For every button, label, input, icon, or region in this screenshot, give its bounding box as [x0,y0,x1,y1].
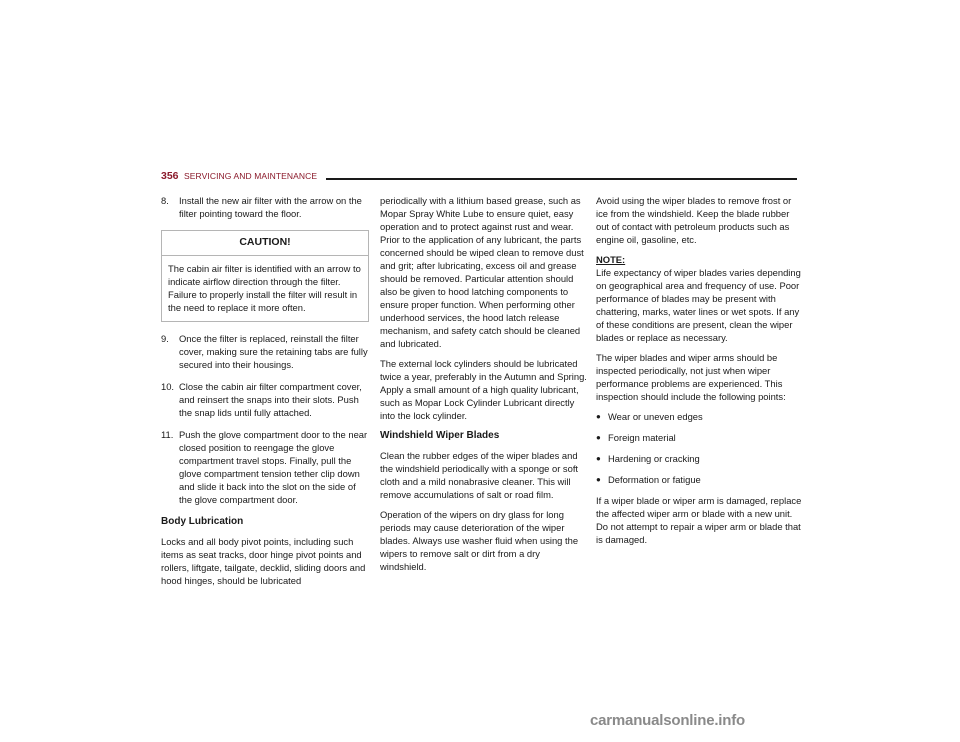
page-header [161,170,797,186]
step-11 [161,428,369,506]
bullet-icon: ● [596,412,601,421]
caution-title: CAUTION! [162,231,368,256]
header-divider [326,178,797,180]
step-text: Push the glove compartment door to the near closed position to reengage the glove compartment travel stops. Finally, pull the glove compartment tension tether clip down and slide it back into the slot on the side of the glove compartment door. [179,429,368,505]
step-8 [161,194,369,220]
damage-paragraph: If a wiper blade or wiper arm is damaged, replace the affected wiper arm or blade with a new unit. Do not attempt to repair a wiper arm or blade that is damaged. [596,495,802,545]
body-lubrication-heading: Body Lubrication [161,516,244,527]
wiper-blades-heading: Windshield Wiper Blades [380,430,500,441]
column-middle [380,194,588,580]
step-number: 10. [161,381,175,392]
step-number: 9. [161,333,169,344]
caution-text: The cabin air filter is identified with an arrow to indicate airflow direction through the filter. Failure to properly install the filter will result in the need to replace it more often. [168,263,361,313]
wiper-cleaning-paragraph: Clean the rubber edges of the wiper blades and the windshield periodically with a sponge or soft cloth and a mild nonabrasive cleaner. This will remove accumulations of salt or road film. [380,450,579,500]
bullet-icon: ● [596,454,601,463]
inspection-paragraph: The wiper blades and wiper arms should be inspected periodically, not just when wiper performance problems are experienced. This inspection should include the following points: [596,352,786,402]
list-item: ● Foreign material [596,432,676,443]
bullet-icon: ● [596,475,601,484]
frost-paragraph: Avoid using the wiper blades to remove frost or ice from the windshield. Keep the blade rubber out of contact with petroleum products such as engine oil, gasoline, etc. [596,195,792,245]
lock-cylinder-paragraph: The external lock cylinders should be lubricated twice a year, preferably in the Autumn and Spring. Apply a small amount of a high quality lubricant, such as Mopar Lock Cylinder Lubricant directly into the lock cylinder. [380,358,587,421]
lubrication-paragraph: periodically with a lithium based grease, such as Mopar Spray White Lube to ensure quiet, easy operation and to protect against rust and wear. Prior to the application of any lubricant, the parts concerned should be wiped clean to remove dust and grit; after lubricating, excess oil and grease should be removed. Particular attention should also be given to hood latching components to ensure proper function. When performing other underhood services, the hood latch release mechanism, and safety catch should be cleaned and lubricated. [380,195,584,349]
inspection-list [596,410,804,486]
step-text: Close the cabin air filter compartment cover, and reinsert the snaps into their slots. Push the snap lids until fully attached. [179,381,362,418]
caution-box [161,230,369,322]
list-item: ● Deformation or fatigue [596,474,701,485]
step-number: 8. [161,195,169,206]
column-right [596,194,804,553]
step-text: Install the new air filter with the arrow on the filter pointing toward the floor. [179,195,362,219]
note-label: NOTE: [596,254,626,265]
body-lubrication-text: Locks and all body pivot points, including such items as seat tracks, door hinge pivot points and rollers, liftgate, tailgate, decklid, sliding doors and hood hinges, should be lubricated [161,536,366,586]
list-item: ● Hardening or cracking [596,453,700,464]
wiper-operation-paragraph: Operation of the wipers on dry glass for long periods may cause deterioration of the wiper blades. Always use washer fluid when using the wipers to remove salt or dirt from a dry windshield. [380,509,579,572]
column-left [161,194,369,594]
note-block [596,253,804,344]
bullet-icon: ● [596,433,601,442]
step-10 [161,380,369,419]
section-title: SERVICING AND MAINTENANCE [184,171,318,181]
note-text: Life expectancy of wiper blades varies depending on geographical area and frequency of use. Poor performance of blades may be present with chattering, marks, water lines or wet spots. If any of these conditions are present, clean the wiper blades or replace as necessary. [596,267,801,343]
step-text: Once the filter is replaced, reinstall the filter cover, making sure the retaining tabs are fully secured into their housings. [179,333,368,370]
page-number: 356 [161,170,179,182]
watermark: carmanualsonline.info [590,712,745,729]
step-9 [161,332,369,371]
step-number: 11. [161,429,174,440]
list-item: ● Wear or uneven edges [596,411,703,422]
